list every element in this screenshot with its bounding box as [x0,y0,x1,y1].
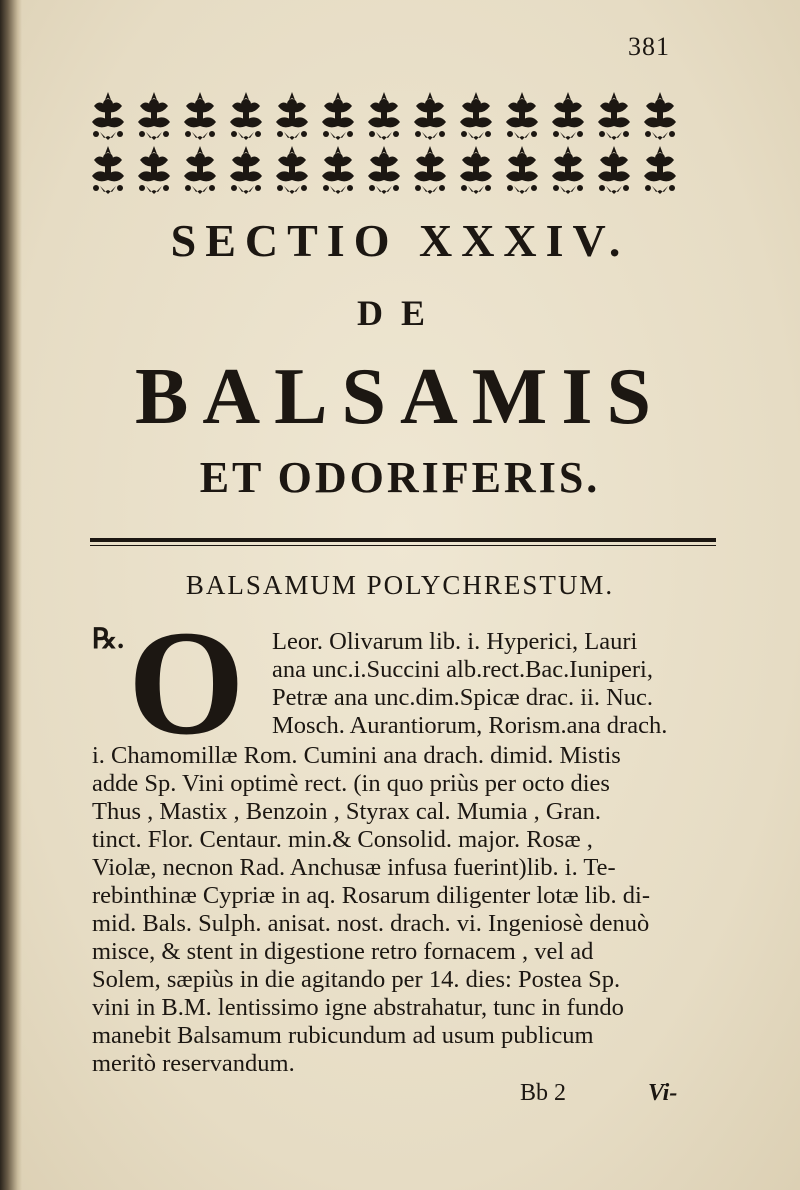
recipe-heading: BALSAMUM POLYCHRESTUM. [185,570,615,600]
recipe-line: manebit Balsamum rubicundum ad usum publicum [92,1022,594,1049]
recipe-line: Leor. Olivarum lib. i. Hyperici, Lauri [272,628,638,655]
recipe-line: meritò reservandum. [92,1050,295,1077]
catchword: Vi- [648,1080,678,1106]
recipe-line: tinct. Flor. Centaur. min.& Consolid. major. Rosæ , [92,826,593,853]
recipe-line: adde Sp. Vini optimè rect. (in quo priùs per octo dies [92,770,610,797]
recipe-line: vini in B.M. lentissimo igne abstrahatur, tunc in fundo [92,994,624,1021]
signature-mark: Bb 2 [520,1080,567,1106]
recipe-line: ana unc.i.Succini alb.rect.Bac.Iuniperi, [272,656,653,683]
section-title-main: BALSAMIS [135,353,665,441]
drop-cap-letter: O [128,600,245,766]
section-title-de: DE [356,293,443,333]
page-number: 381 [628,32,670,61]
recipe-line: misce, & stent in digestione retro fornacem , vel ad [92,938,594,965]
recipe-line: i. Chamomillæ Rom. Cumini ana drach. dimid. Mistis [92,742,621,769]
recipe-line: rebinthinæ Cypriæ in aq. Rosarum diligenter lotæ lib. di- [92,882,651,909]
title-rule-thick [90,538,716,542]
section-title: SECTIO XXXIV. [170,215,630,266]
fleuron-ornament-icon [86,88,702,196]
section-title-sub: ET ODORIFERIS. [199,453,601,502]
decorative-ornament-band [86,88,702,196]
title-rule-thin [90,545,716,546]
recipe-line: Violæ, necnon Rad. Anchusæ infusa fuerint)lib. i. Te- [92,854,616,881]
recipe-line: Petræ ana unc.dim.Spicæ drac. ii. Nuc. [272,684,654,711]
recipe-line: Thus , Mastix , Benzoin , Styrax cal. Mumia , Gran. [92,798,601,825]
recipe-line: Mosch. Aurantiorum, Rorism.ana drach. [272,712,668,739]
recipe-line: mid. Bals. Sulph. anisat. nost. drach. vi. Ingeniosè denuò [92,910,650,937]
recipe-symbol: ℞. [92,624,125,655]
recipe-line: Solem, sæpiùs in die agitando per 14. dies: Postea Sp. [92,966,621,993]
